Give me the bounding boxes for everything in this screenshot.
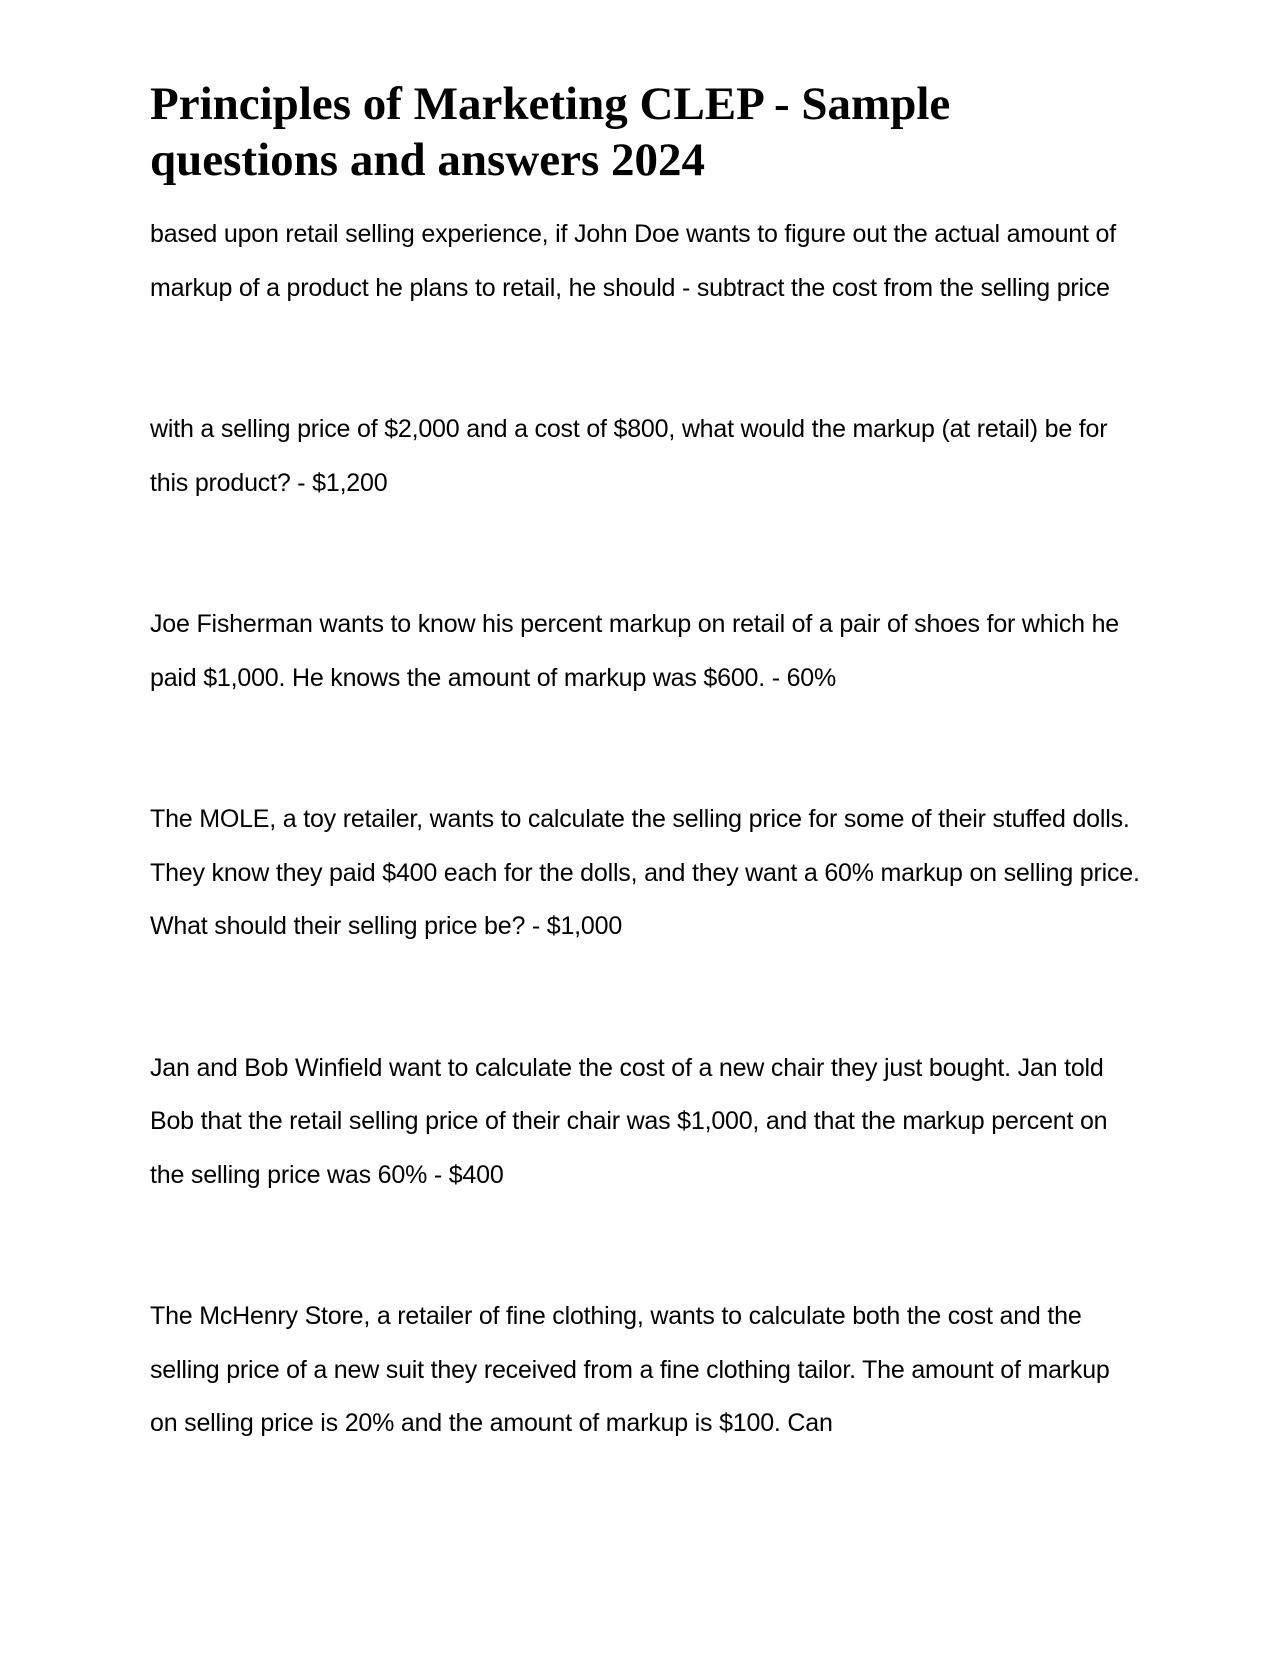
document-title: Principles of Marketing CLEP - Sample questions and answers 2024	[150, 78, 951, 186]
qa-paragraph-3: Joe Fisherman wants to know his percent markup on retail of a pair of shoes for which he paid $1,000. He knows the amount of markup was $600. - 60%	[150, 610, 1119, 692]
qa-paragraph-2: with a selling price of $2,000 and a cost of $800, what would the markup (at retail) be for this product? - $1,200	[150, 415, 1108, 497]
qa-paragraph-4: The MOLE, a toy retailer, wants to calculate the selling price for some of their stuffed dolls. They know they paid $400 each for the dolls, and they want a 60% markup on selling price. What should their selling price be? - $1,000	[150, 805, 1140, 940]
qa-paragraph-6: The McHenry Store, a retailer of fine clothing, wants to calculate both the cost and the selling price of a new suit they received from a fine clothing tailor. The amount of markup on selling price is 20% and the amount of markup is $100. Can	[150, 1302, 1110, 1437]
qa-paragraph-1: based upon retail selling experience, if John Doe wants to figure out the actual amount of markup of a product he plans to retail, he should - subtract the cost from the selling price	[150, 220, 1116, 302]
qa-paragraph-5: Jan and Bob Winfield want to calculate the cost of a new chair they just bought. Jan told Bob that the retail selling price of their chair was $1,000, and that the markup percent on the selling price was 60% - $400	[150, 1053, 1108, 1189]
document-page	[150, 76, 1140, 1539]
